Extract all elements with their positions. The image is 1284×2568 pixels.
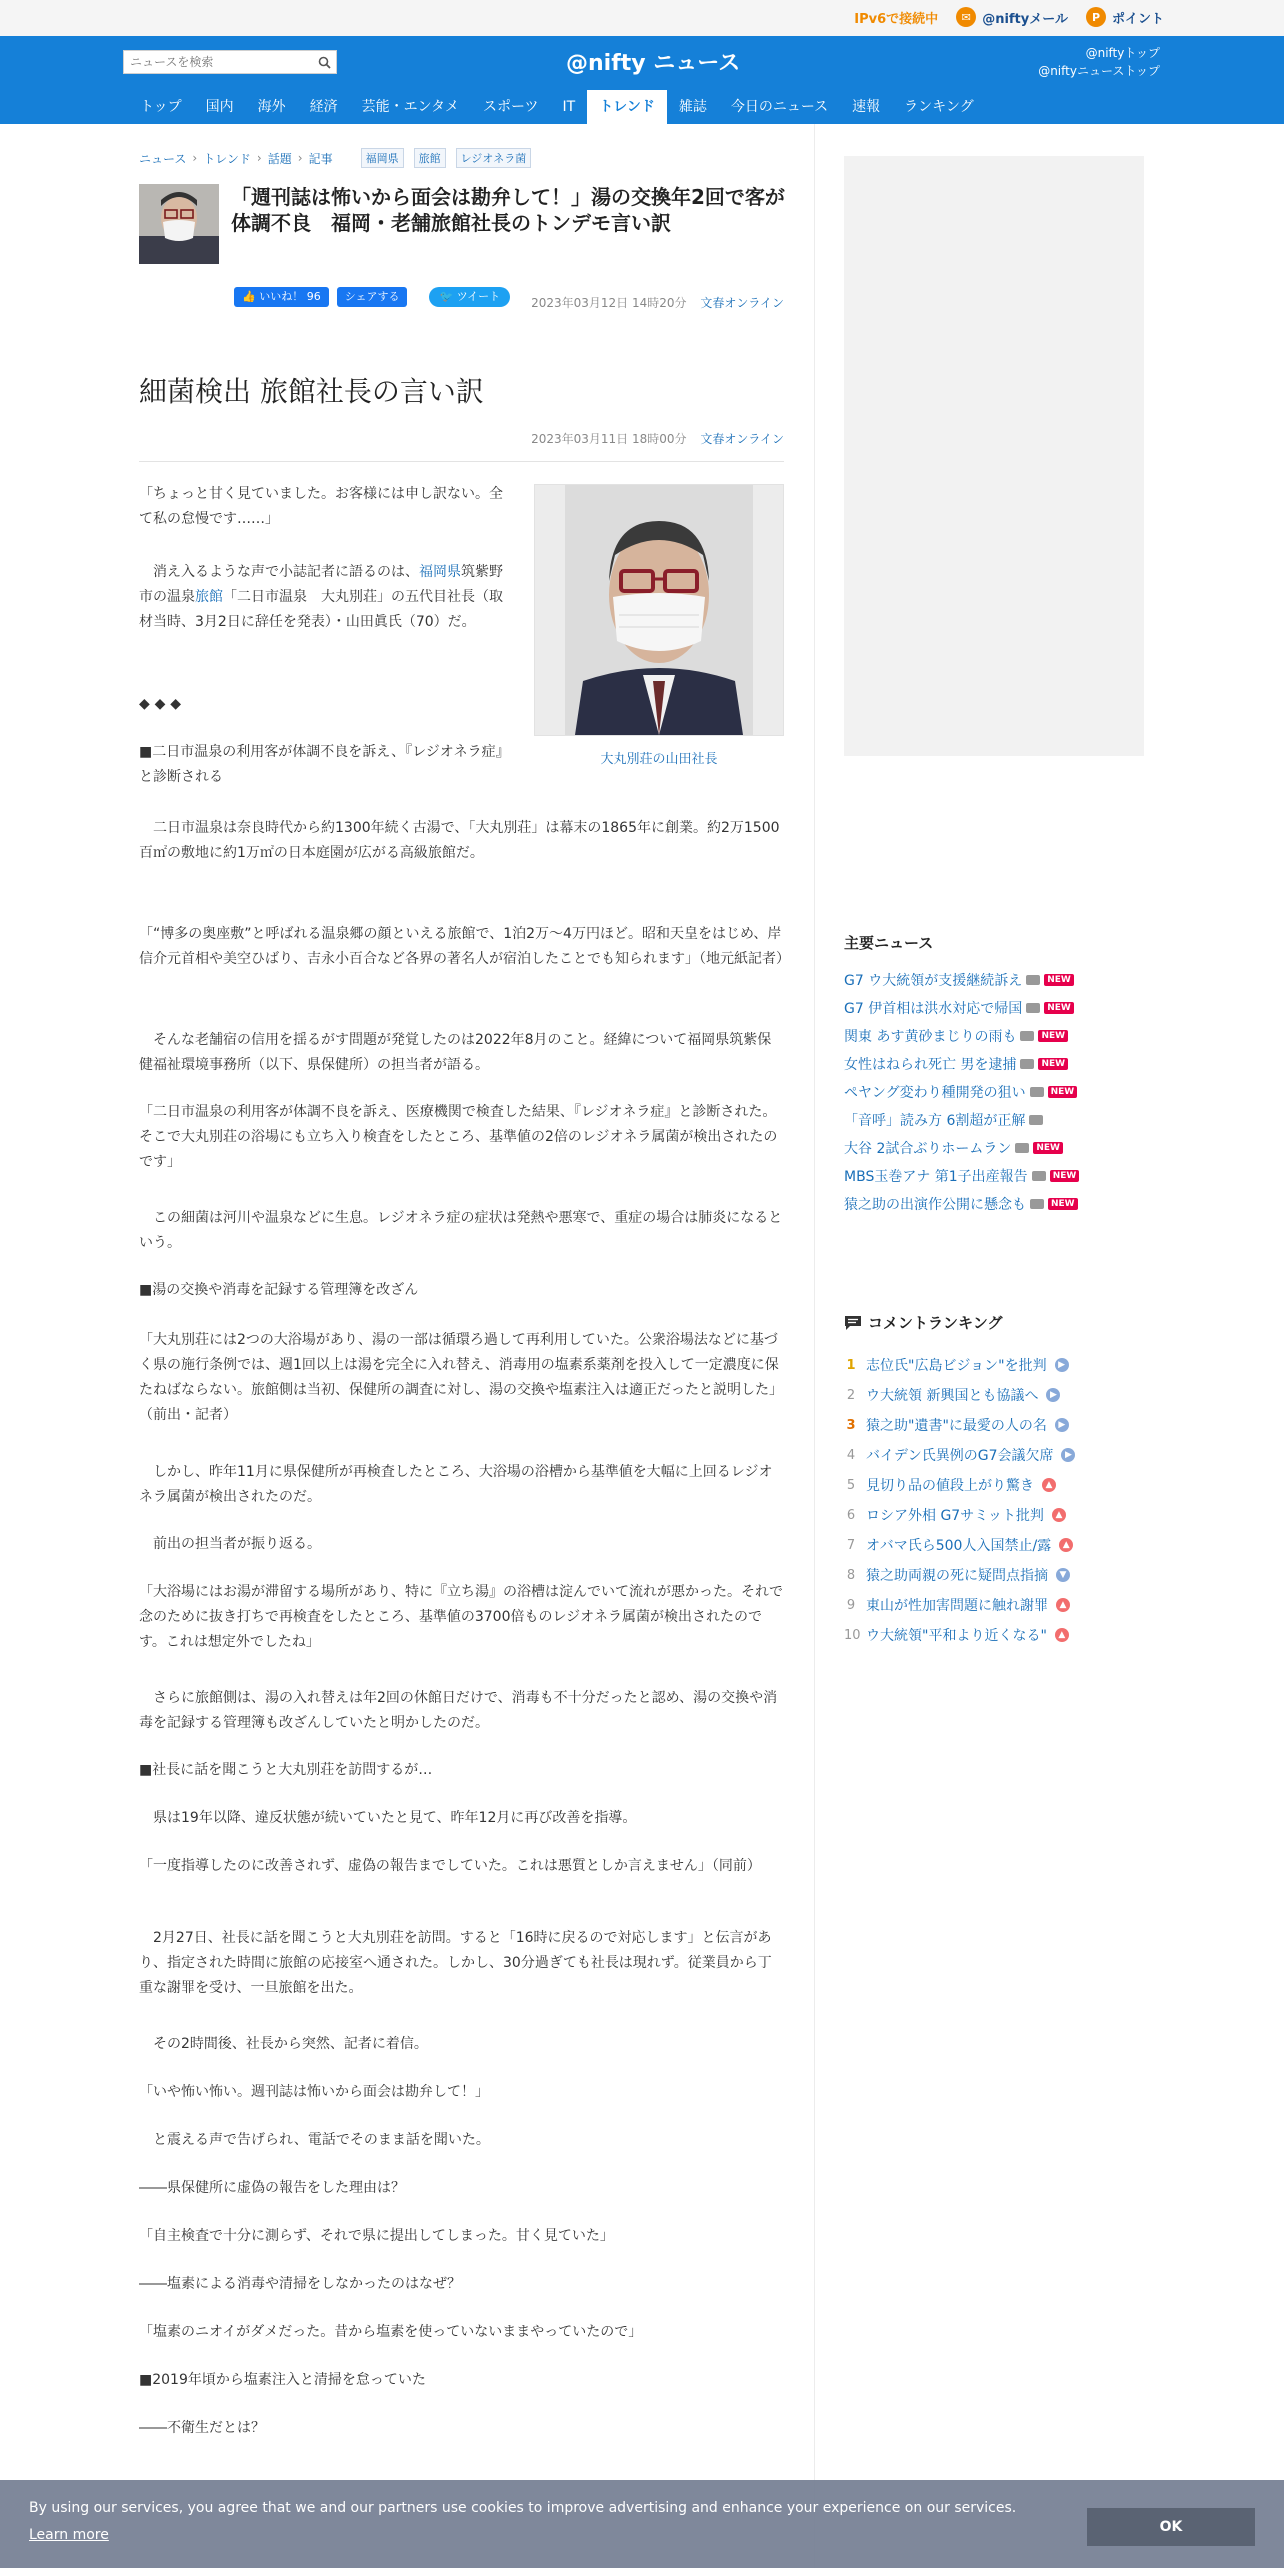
nav-item[interactable]: スポーツ [483,99,539,115]
new-badge: NEW [1048,1198,1078,1210]
paragraph: 「塩素のニオイがダメだった。昔から塩素を使っていないままやっていたので」 [139,2324,643,2340]
nav-item[interactable]: 海外 [257,99,286,115]
nav-item[interactable]: 芸能・エンタメ [361,99,460,115]
paragraph: この細菌は河川や温泉などに生息。レジオネラ症の症状は発熱や悪寒で、重症の場合は肺炎になるという。 [139,1210,783,1251]
paragraph-text: 消え入るような声で小誌記者に語るのは、 [139,564,419,580]
trend-up-icon: ▲ [1042,1478,1056,1492]
new-badge: NEW [1050,1170,1080,1182]
main-news-item-text: G7 伊首相は洪水対応で帰国 [844,1001,1023,1017]
top-utility-bar [0,0,1284,36]
nifty-mail-label: @niftyメール [982,11,1068,27]
rank-number: 7 [846,1537,856,1553]
breadcrumb-trend[interactable]: トレンド [203,151,251,166]
ranking-item-text: 猿之助両親の死に疑問点指摘 [866,1568,1048,1584]
nav-item[interactable]: 今日のニュース [730,99,829,115]
ranking-item-text: ウ大統領 新興国とも協議へ [866,1388,1039,1404]
main-news-item[interactable] [844,1022,1144,1050]
site-header [0,36,1284,124]
main-news-item-text: 女性はねられ死亡 男を逮捕 [844,1057,1017,1073]
camera-icon [1026,1003,1040,1013]
ad-placeholder [844,156,1144,756]
ranking-item[interactable] [844,1530,1144,1560]
paragraph: 「自主検査で十分に測らず、それで県に提出してしまった。甘く見ていた」 [139,2228,614,2244]
chevron-right-icon: › [297,151,303,165]
paragraph: 「大浴場にはお湯が滞留する場所があり、特に『立ち湯』の浴槽は淀んでいて流れが悪かった。それで念のために抜き打ちで再検査をしたところ、基準値の3700倍ものレジオネラ属菌が検出されたのです。これは想定外でしたね」 [139,1584,783,1650]
like-label: いいね！ 96 [259,290,321,303]
ranking-item[interactable] [844,1500,1144,1530]
paragraph: さらに旅館側は、湯の入れ替えは年2回の休館日だけで、消毒も不十分だったと認め、湯の交換や消毒を記録する管理簿も改ざんしていたと明かしたのだ。 [139,1690,778,1731]
ranking-item-text: ロシア外相 G7サミット批判 [866,1508,1044,1524]
article-heading: 細菌検出 旅館社長の言い訳 [139,375,484,408]
comment-ranking-header [844,1312,1003,1333]
cookie-ok-button[interactable]: OK [1087,2508,1255,2546]
trend-right-icon: ▶ [1055,1418,1069,1432]
ranking-item-text: 東山が性加害問題に触れ謝罪 [866,1598,1048,1614]
ranking-item-text: 見切り品の値段上がり驚き [866,1478,1034,1494]
trend-right-icon: ▶ [1055,1358,1069,1372]
cookie-banner [0,2480,1284,2568]
source-link[interactable]: 文春オンライン [700,432,784,446]
keyword-link-fukuoka[interactable]: 福岡県 [419,564,461,580]
nav-item[interactable]: 雑誌 [678,99,707,115]
cookie-text: By using our services, you agree that we and our partners use cookies to improve advertising and enhance your experience on our services. [29,2500,1017,2516]
ranking-item[interactable] [844,1620,1144,1650]
subheading: ■湯の交換や消毒を記録する管理簿を改ざん [139,1282,419,1298]
rank-number: 8 [846,1567,856,1583]
camera-icon [1029,1115,1043,1125]
paragraph: 「いや怖い怖い。週刊誌は怖いから面会は勘弁して！」 [139,2084,489,2100]
trend-up-icon: ▲ [1056,1598,1070,1612]
divider [139,461,784,462]
ranking-item[interactable] [844,1380,1144,1410]
main-news-item[interactable] [844,1050,1144,1078]
nav-item[interactable]: トップ [140,99,182,115]
tag-fukuoka[interactable]: 福岡県 [361,148,404,168]
tweet-button[interactable] [429,287,510,307]
rank-number: 9 [846,1597,856,1613]
main-news-item-text: 大谷 2試合ぶりホームラン [844,1141,1012,1157]
ranking-item[interactable] [844,1590,1144,1620]
paragraph: 「“博多の奥座敷”と呼ばれる温泉郷の顔といえる旅館で、1泊2万〜4万円ほど。昭和天皇をはじめ、岸信介元首相や美空ひばり、吉永小百合など各界の著名人が宿泊したことでも知られます」（地元紙記者） [139,926,790,967]
photo-caption: 大丸別荘の山田社長 [600,752,718,767]
social-buttons [234,287,510,307]
point-icon: P [1086,7,1106,27]
trend-down-icon: ▼ [1056,1568,1070,1582]
rank-number: 1 [846,1357,856,1373]
paragraph [139,560,514,635]
ranking-item-text: バイデン氏異例のG7会議欠席 [866,1448,1054,1464]
mail-icon: ✉ [956,7,976,27]
paragraph: そんな老舗宿の信用を揺るがす問題が発覚したのは2022年8月のこと。経緯について福岡県筑紫保健福祉環境事務所（以下、県保健所）の担当者が語る。 [139,1032,772,1073]
person-image [139,184,219,264]
paragraph: 県は19年以降、違反状態が続いていたと見て、昨年12月に再び改善を指導。 [139,1810,637,1826]
news-search [123,50,337,74]
paragraph: 「ちょっと甘く見ていました。お客様には申し訳ない。全て私の怠慢です……」 [139,486,503,527]
subheading: ■社長に話を聞こうと大丸別荘を訪問するが… [139,1762,433,1778]
camera-icon [1030,1087,1044,1097]
tweet-label: ツイート [456,290,501,303]
paragraph: 「一度指導したのに改善されず、虚偽の報告までしていた。これは悪質としか言えません」（同前） [139,1858,761,1874]
main-news-item[interactable] [844,1162,1144,1190]
paragraph: ――不衛生だとは？ [139,2420,265,2436]
ranking-item-text: 猿之助"遺書"に最愛の人の名 [866,1418,1047,1434]
keyword-link-ryokan[interactable]: 旅館 [195,589,223,605]
rank-number: 2 [846,1387,856,1403]
main-news-item-text: 「音呼」読み方 6割超が正解 [844,1113,1026,1129]
paragraph: と震える声で告げられ、電話でそのまま話を聞いた。 [139,2132,490,2148]
publish-date: 2023年03月12日 14時20分 [531,296,687,310]
search-icon [318,56,331,69]
section-separator: ◆ ◆ ◆ [139,696,182,712]
trend-up-icon: ▲ [1059,1538,1073,1552]
original-date: 2023年03月11日 18時00分 [531,432,687,446]
trend-up-icon: ▲ [1052,1508,1066,1522]
ranking-item-text: 志位氏"広島ビジョン"を批判 [866,1358,1047,1374]
comment-icon [844,1315,862,1331]
main-news-item-text: ペヤング変わり種開発の狙い [844,1085,1026,1101]
ipv6-status: IPv6で接続中 [854,11,939,27]
point-link[interactable] [1086,7,1164,27]
paragraph-text: 筑紫野市の温泉 [139,564,503,605]
subheading: ■二日市温泉の利用客が体調不良を訴え、『レジオネラ症』と診断される [139,744,510,785]
nifty-mail-link[interactable] [956,7,1068,27]
comment-ranking-list [844,1350,1144,1650]
rank-number: 10 [844,1627,861,1643]
paragraph: 二日市温泉は奈良時代から約1300年続く古湯で、「大丸別荘」は幕末の1865年に創業。約2万1500百㎡の敷地に約1万㎡の日本庭園が広がる高級旅館だ。 [139,820,780,861]
ranking-item[interactable] [844,1350,1144,1380]
new-badge: NEW [1048,1086,1078,1098]
paragraph: 前出の担当者が振り返る。 [139,1536,321,1552]
main-news-item-text: 猿之助の出演作公開に懸念も [844,1197,1026,1213]
learn-more-link[interactable]: Learn more [29,2527,109,2543]
subheading: ■2019年頃から塩素注入と清掃を怠っていた [139,2372,426,2388]
main-news-list [844,966,1144,1218]
camera-icon [1015,1143,1029,1153]
facebook-like-button[interactable] [234,287,329,307]
site-logo[interactable]: @nifty ニュース [566,51,741,76]
article-thumbnail[interactable] [139,184,219,264]
camera-icon [1020,1059,1034,1069]
nifty-top-link[interactable]: @niftyトップ [1085,46,1160,60]
comment-ranking-title: コメントランキング [868,1314,1003,1332]
breadcrumb-topic[interactable]: 話題 [267,151,292,166]
breadcrumb-article[interactable]: 記事 [308,151,333,166]
president-photo [535,485,783,735]
nifty-news-top-link[interactable]: @niftyニューストップ [1038,64,1160,78]
search-button[interactable] [312,51,336,73]
article-meta [531,294,784,311]
facebook-share-button[interactable]: シェアする [337,287,408,307]
paragraph: 「二日市温泉の利用客が体調不良を訴え、医療機関で検査した結果、『レジオネラ症』と診断された。そこで大丸別荘の浴場にも立ち入り検査をしたところ、基準値の2倍のレジオネラ属菌が検出されたのです」 [139,1104,778,1170]
ranking-item[interactable] [844,1440,1144,1470]
paragraph: その2時間後、社長から突然、記者に着信。 [139,2036,428,2052]
article-photo[interactable] [534,484,784,736]
main-news-item[interactable] [844,1134,1144,1162]
tag-legionella[interactable]: レジオネラ菌 [456,148,532,168]
twitter-bird-icon: 🐦 [439,290,454,303]
point-label: ポイント [1111,11,1164,27]
paragraph: 2月27日、社長に話を聞こうと大丸別荘を訪問。すると「16時に戻るので対応します」と伝言があり、指定された時間に旅館の応接室へ通された。しかし、30分過ぎても社長は現れず。従業員から丁重な謝罪を受け、一旦旅館を出た。 [139,1930,772,1996]
new-badge: NEW [1038,1058,1068,1070]
camera-icon [1030,1199,1044,1209]
nav-item[interactable]: 国内 [205,99,234,115]
main-nav [128,90,986,124]
ranking-item-text: オバマ氏ら500人入国禁止/露 [866,1538,1052,1554]
camera-icon [1026,975,1040,985]
main-news-item-text: MBS玉巻アナ 第1子出産報告 [844,1169,1028,1185]
nav-item[interactable]: IT [562,99,576,115]
column-divider [814,124,815,2568]
article-title: 「週刊誌は怖いから面会は勘弁して！」湯の交換年2回で客が体調不良 福岡・老舗旅館社長のトンデモ言い訳 [231,185,785,235]
trend-right-icon: ▶ [1046,1388,1060,1402]
trend-up-icon: ▲ [1055,1628,1069,1642]
main-news-title: 主要ニュース [844,934,934,952]
nav-item[interactable]: 経済 [309,99,338,115]
main-news-item-text: G7 ウ大統領が支援継続訴え [844,973,1023,989]
camera-icon [1032,1171,1046,1181]
ranking-item[interactable] [844,1470,1144,1500]
ranking-item-text: ウ大統領"平和より近くなる" [866,1628,1047,1644]
article-meta-secondary [531,430,784,447]
ranking-item[interactable] [844,1410,1144,1440]
ranking-item[interactable] [844,1560,1144,1590]
paragraph: しかし、昨年11月に県保健所が再検査したところ、大浴場の浴槽から基準値を大幅に上回るレジオネラ属菌が検出されたのだ。 [139,1464,773,1505]
rank-number: 3 [846,1417,856,1433]
breadcrumb [139,148,531,168]
breadcrumb-news[interactable]: ニュース [139,151,187,166]
main-news-item[interactable] [844,994,1144,1022]
main-news-item[interactable] [844,1078,1144,1106]
new-badge: NEW [1038,1030,1068,1042]
main-news-item-text: 関東 あす黄砂まじりの雨も [844,1029,1017,1045]
nav-item[interactable]: ランキング [904,99,974,115]
chevron-right-icon: › [192,151,198,165]
trend-right-icon: ▶ [1061,1448,1075,1462]
nav-item[interactable]: トレンド [587,90,667,124]
paragraph: ――県保健所に虚偽の報告をした理由は？ [139,2180,405,2196]
thumbs-up-icon: 👍 [242,290,256,303]
rank-number: 6 [846,1507,856,1523]
camera-icon [1020,1031,1034,1041]
paragraph: 「大丸別荘には2つの大浴場があり、湯の一部は循環ろ過して再利用していた。公衆浴場法などに基づく県の施行条例では、週1回以上は湯を完全に入れ替え、消毒用の塩素系薬剤を投入して一定濃度に保たねばならない。旅館側は当初、保健所の調査に対し、湯の交換や塩素注入は適正だったと説明した」（前出・記者） [139,1332,783,1423]
new-badge: NEW [1033,1142,1063,1154]
chevron-right-icon: › [256,151,262,165]
main-news-item[interactable] [844,1190,1144,1218]
source-link[interactable]: 文春オンライン [700,296,784,310]
nav-item[interactable]: 速報 [852,99,881,115]
main-news-item[interactable] [844,966,1144,994]
paragraph: ――塩素による消毒や清掃をしなかったのはなぜ？ [139,2276,461,2292]
new-badge: NEW [1044,974,1074,986]
rank-number: 5 [846,1477,856,1493]
paragraph-text: 「二日市温泉 大丸別荘」の五代目社長（取材当時、3月2日に辞任を発表）・山田眞氏（70）だ。 [139,589,503,630]
new-badge: NEW [1044,1002,1074,1014]
main-news-item[interactable] [844,1106,1144,1134]
search-input[interactable] [124,51,312,73]
rank-number: 4 [846,1447,856,1463]
tag-ryokan[interactable]: 旅館 [414,148,446,168]
